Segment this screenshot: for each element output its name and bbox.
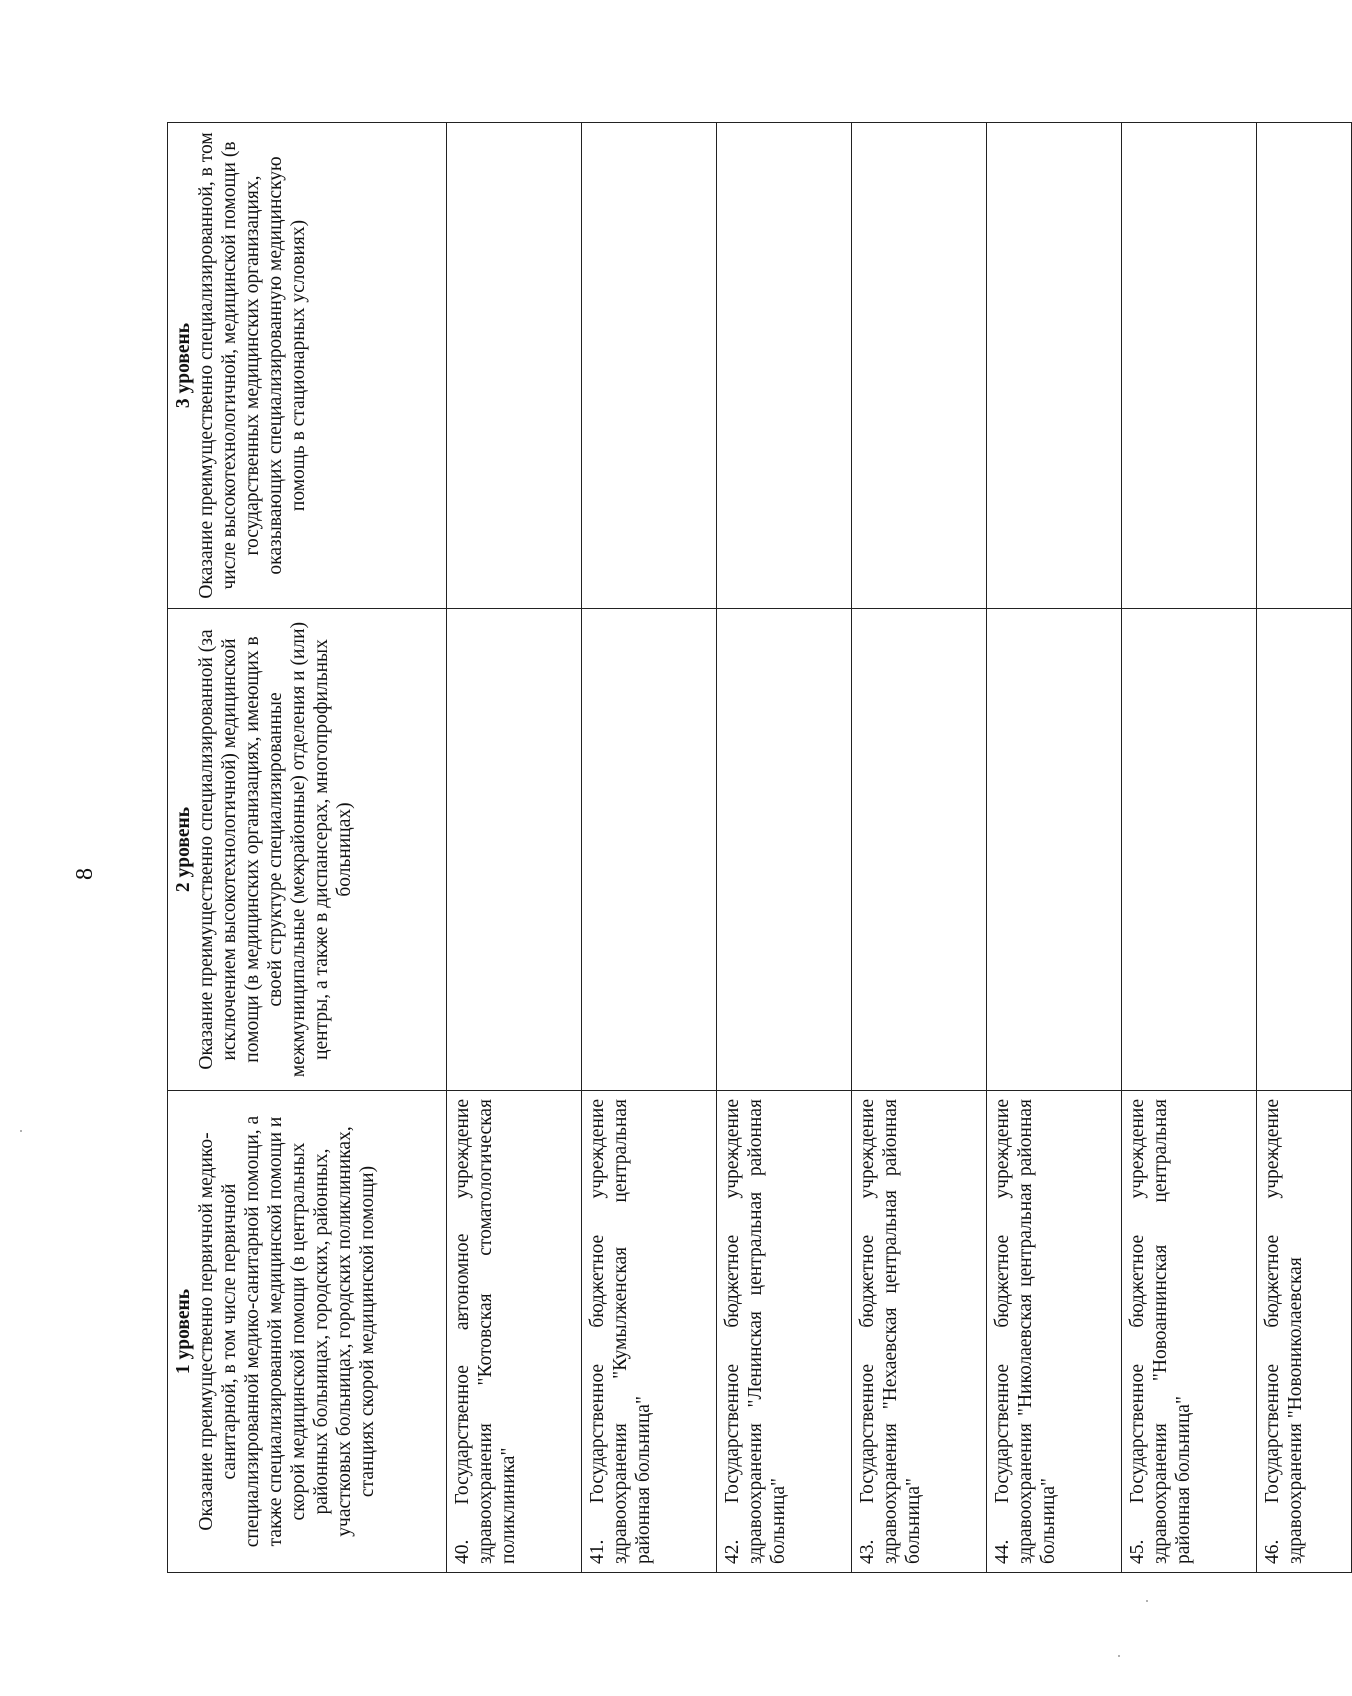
header-level-2-description: Оказание преимущественно специализированной (за исключением высокотехнологичной) медицинской помощи (в медицинских организациях, имеющих в своей структуре специализированные межмуниципальные (межрайонные) отделения и (или) центры, а также в диспансерах, многопрофильных больницах) <box>196 621 355 1078</box>
table-row <box>986 123 1121 1573</box>
row-level3-cell <box>447 123 582 609</box>
row-level2-cell <box>986 609 1121 1091</box>
medical-levels-table <box>167 122 1352 1573</box>
header-level-3-description: Оказание преимущественно специализированной, в том числе высокотехнологичной, медицинской помощи (в государственных медицинских организациях, оказывающих специализированную медицинскую помощь в стационарных условиях) <box>196 132 309 599</box>
rotated-table-frame <box>167 123 1352 1573</box>
header-level-2-title: 2 уровень <box>173 806 194 893</box>
row-level3-cell <box>1256 123 1351 609</box>
header-level-1-title: 1 уровень <box>173 1288 194 1375</box>
header-level-1 <box>168 1091 447 1573</box>
scan-speck <box>1146 1600 1148 1602</box>
header-level-2 <box>168 609 447 1091</box>
table-row <box>1121 123 1256 1573</box>
scan-speck <box>20 1130 22 1132</box>
row-level3-cell <box>986 123 1121 609</box>
row-level3-cell <box>1121 123 1256 609</box>
header-row <box>168 123 447 1573</box>
row-level2-cell <box>1256 609 1351 1091</box>
row-level2-cell <box>581 609 716 1091</box>
rotated-table-container <box>167 125 1352 1573</box>
row-level3-cell <box>851 123 986 609</box>
row-level1-cell: 42. Государственное бюджетное учреждение здравоохранения "Ленинская центральная районная больница" <box>716 1091 851 1573</box>
table-row <box>1256 123 1351 1573</box>
row-level2-cell <box>851 609 986 1091</box>
row-level2-cell <box>447 609 582 1091</box>
header-level-1-description: Оказание преимущественно первичной медико-санитарной, в том числе первичной специализированной медико-санитарной помощи, а также специализированной медицинской помощи и скорой медицинской помощи (в центральных районных больницах, городских, районных, участковых больницах, городских поликлиниках, станциях скорой медицинской помощи) <box>196 1115 378 1548</box>
scan-speck <box>1118 1655 1120 1657</box>
table-row <box>716 123 851 1573</box>
row-level1-cell: 46. Государственное бюджетное учреждение здравоохранения "Новониколаевская <box>1256 1091 1351 1573</box>
row-level1-cell: 44. Государственное бюджетное учреждение здравоохранения "Николаевская центральная районная больница" <box>986 1091 1121 1573</box>
row-level1-cell: 43. Государственное бюджетное учреждение здравоохранения "Нехаевская центральная районная больница" <box>851 1091 986 1573</box>
table-row <box>581 123 716 1573</box>
table-row <box>447 123 582 1573</box>
row-level2-cell <box>1121 609 1256 1091</box>
row-level2-cell <box>716 609 851 1091</box>
row-level1-cell: 45. Государственное бюджетное учреждение здравоохранения "Новоаннинская центральная районная больница" <box>1121 1091 1256 1573</box>
header-level-3-title: 3 уровень <box>173 322 194 409</box>
row-level1-cell: 41. Государственное бюджетное учреждение здравоохранения "Кумылженская центральная районная больница" <box>581 1091 716 1573</box>
table-row <box>851 123 986 1573</box>
page-number: 8 <box>72 868 98 880</box>
row-level3-cell <box>581 123 716 609</box>
header-level-3 <box>168 123 447 609</box>
row-level1-cell: 40. Государственное автономное учреждение здравоохранения "Котовская стоматологическая поликлиника" <box>447 1091 582 1573</box>
row-level3-cell <box>716 123 851 609</box>
